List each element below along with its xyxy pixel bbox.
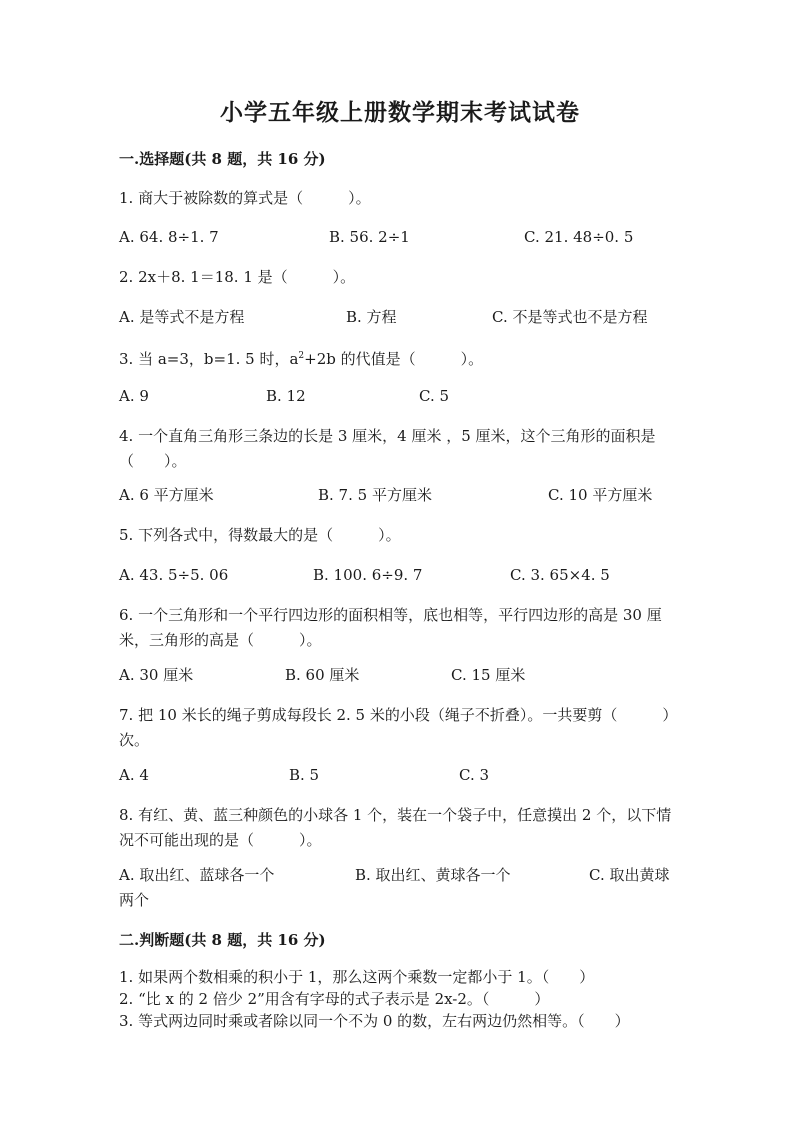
choice-question-3-option-b: B. 12 xyxy=(266,387,306,405)
choice-question-1-option-c: C. 21. 48÷0. 5 xyxy=(524,228,634,246)
judgment-question-1: 1. 如果两个数相乘的积小于 1，那么这两个乘数一定都小于 1。（ ） xyxy=(119,968,595,986)
judgment-question-2: 2. “比 x 的 2 倍少 2”用含有字母的式子表示是 2x-2。（ ） xyxy=(119,990,550,1008)
choice-question-3 xyxy=(119,344,679,372)
choice-question-3-option-a: A. 9 xyxy=(119,387,149,405)
choice-question-6-option-a: A. 30 厘米 xyxy=(119,666,194,684)
choice-question-3-option-c: C. 5 xyxy=(419,387,450,405)
choice-question-3-text-end: +2b 的代值是（ ）。 xyxy=(304,350,484,368)
choice-question-4-option-a: A. 6 平方厘米 xyxy=(119,486,214,504)
choice-question-1-option-a: A. 64. 8÷1. 7 xyxy=(119,228,219,246)
choice-question-7-option-b: B. 5 xyxy=(289,766,320,784)
choice-question-8-option-c-text: C. 取出黄球两个 xyxy=(119,866,670,909)
choice-question-2-option-a: A. 是等式不是方程 xyxy=(119,308,245,326)
choice-question-7-option-c: C. 3 xyxy=(459,766,490,784)
choice-question-4: 4. 一个直角三角形三条边的长是 3 厘米，4 厘米 ，5 厘米，这个三角形的面积是（ ）。 xyxy=(119,427,656,470)
choice-question-4-option-b: B. 7. 5 平方厘米 xyxy=(318,486,432,504)
section-heading-choice: 一.选择题(共 8 题，共 16 分) xyxy=(119,150,326,168)
choice-question-5-option-b: B. 100. 6÷9. 7 xyxy=(313,566,423,584)
choice-question-8-option-b: B. 取出红、黄球各一个 xyxy=(355,866,511,884)
choice-question-4-option-c: C. 10 平方厘米 xyxy=(548,486,653,504)
choice-question-5-option-c: C. 3. 65×4. 5 xyxy=(510,566,610,584)
choice-question-6-option-c: C. 15 厘米 xyxy=(451,666,526,684)
section-heading-judgment: 二.判断题(共 8 题，共 16 分) xyxy=(119,931,326,949)
choice-question-5-option-a: A. 43. 5÷5. 06 xyxy=(119,566,229,584)
choice-question-8-option-a: A. 取出红、蓝球各一个 xyxy=(119,866,275,884)
page-title: 小学五年级上册数学期末考试试卷 xyxy=(220,99,580,126)
choice-question-2: 2. 2x＋8. 1＝18. 1 是（ ）。 xyxy=(119,268,356,286)
choice-question-2-option-b: B. 方程 xyxy=(346,308,397,326)
judgment-question-3: 3. 等式两边同时乘或者除以同一个不为 0 的数，左右两边仍然相等。（ ） xyxy=(119,1012,630,1030)
choice-question-8-option-c xyxy=(119,863,679,913)
choice-question-7-option-a: A. 4 xyxy=(119,766,149,784)
choice-question-6-option-b: B. 60 厘米 xyxy=(285,666,360,684)
choice-question-3-text-start: 3. 当 a=3，b=1. 5 时，a xyxy=(119,350,299,368)
choice-question-5: 5. 下列各式中，得数最大的是（ ）。 xyxy=(119,526,401,544)
choice-question-8: 8. 有红、黄、蓝三种颜色的小球各 1 个，装在一个袋子中，任意摸出 2 个，以下情况不可能出现的是（ ）。 xyxy=(119,806,672,849)
exponent: 2 xyxy=(298,351,305,361)
choice-question-1: 1. 商大于被除数的算式是（ ）。 xyxy=(119,189,371,207)
choice-question-7: 7. 把 10 米长的绳子剪成每段长 2. 5 米的小段（绳子不折叠）。一共要剪（ ）次。 xyxy=(119,706,678,749)
choice-question-1-option-b: B. 56. 2÷1 xyxy=(329,228,410,246)
choice-question-2-option-c: C. 不是等式也不是方程 xyxy=(492,308,648,326)
choice-question-6: 6. 一个三角形和一个平行四边形的面积相等，底也相等，平行四边形的高是 30 厘米，三角形的高是（ ）。 xyxy=(119,606,662,649)
